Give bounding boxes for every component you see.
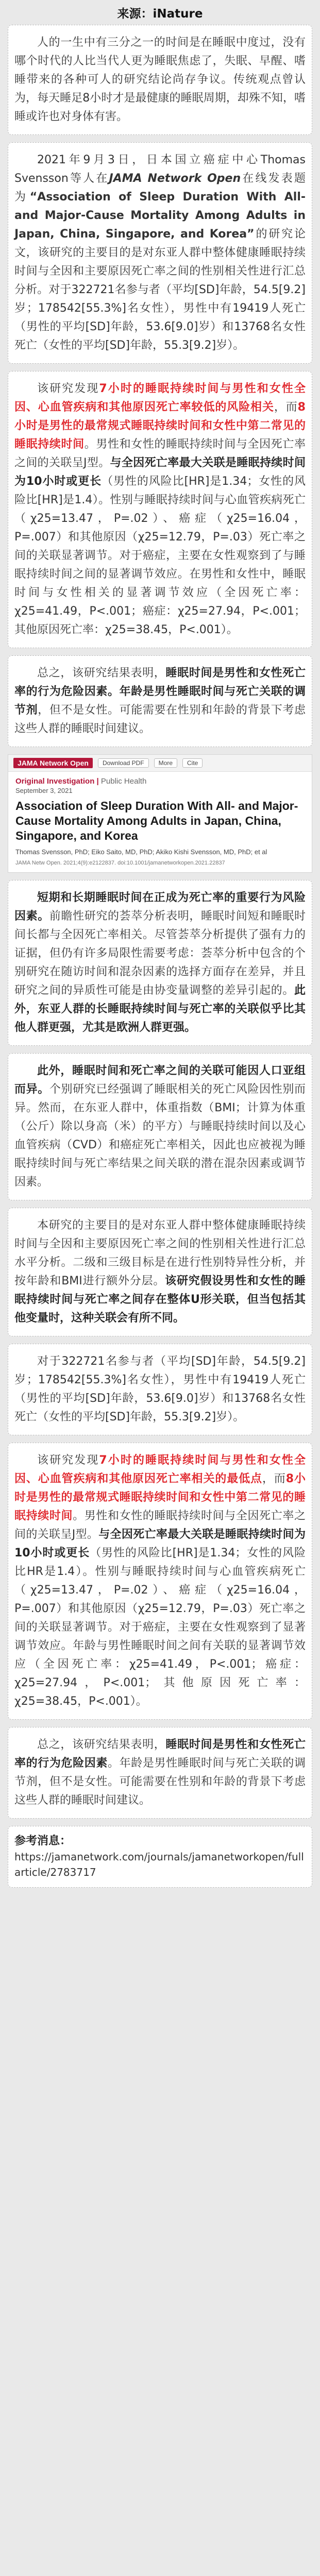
journal-screenshot: [8, 754, 312, 873]
text-segment: 的研究论文，该研究的主要目的是对东亚人群中整体健康睡眠持续时间与全因和主要原因死亡率之间的性别相关性进行汇总分析。对于322721名参与者（平均[SD]年龄，54.5[9.2]岁；178542[55.3%]名女性），男性中有19419人死亡（男性的平均[SD]年龄，53.6[9.0]岁）和13768名女性死亡（女性的平均[SD]年龄，55.3[9.2]岁）。: [14, 228, 306, 352]
highlight-bold: 与全因死亡率最大关联是睡眠持续时间为10小时或更长: [14, 456, 306, 488]
paper-title: “Association of Sleep Duration With All- and Major-Cause Mortality Among Adults in Japan, China, Singapore, and Korea”: [14, 191, 306, 241]
text-segment: 该研究发现: [37, 382, 99, 395]
conclusion-paragraph: [14, 664, 306, 738]
highlight-bold: 与全因死亡率最大关联是睡眠持续时间为10小时或更长: [14, 1528, 306, 1560]
article-date: September 3, 2021: [15, 787, 73, 794]
text-segment: 。男性和女性的睡眠持续时间与全因死亡率之间的关联呈J型。: [14, 438, 306, 469]
highlight-bold: 此外，睡眠时间和死亡率之间的关联可能因人口亚组而异。: [14, 1064, 306, 1096]
article-topic: Public Health: [100, 777, 147, 786]
references-title: 参考消息：: [14, 1835, 72, 1848]
journal-logo: JAMA Network Open: [13, 758, 93, 768]
text-segment: 2021年9月3日，日本国立癌症中心Thomas Svensson等人在: [14, 154, 306, 185]
text-segment: ，而: [274, 401, 298, 414]
reference-link[interactable]: https://jamanetwork.com/journals/jamanetworkopen/fullarticle/2783717: [14, 1851, 304, 1878]
paragraph-card-subgroups: [8, 1053, 312, 1200]
references-section: [8, 1826, 312, 1888]
text-segment: 前瞻性研究的荟萃分析表明，睡眠时间短和睡眠时间长都与全因死亡率相关。尽管荟萃分析提供了强有力的证据，但仍有许多局限性需要考虑：荟萃分析中包含的个别研究在随访时间和混杂因素的选择方面存在差异，并且研究之间的异质性可能是由协变量调整的差异引起的。: [14, 910, 306, 997]
background-paragraph: [14, 889, 306, 1037]
subgroups-paragraph: [14, 1062, 306, 1192]
paragraph-card-publication: [8, 142, 312, 364]
findings-repeat-paragraph: [14, 1451, 306, 1711]
aims-paragraph: [14, 1216, 306, 1328]
paragraph-card-background: [8, 880, 312, 1046]
paragraph-card-findings-repeat: [8, 1443, 312, 1720]
article-type: Original Investigation | Public Health: [15, 777, 147, 786]
paragraph-card-conclusion-repeat: [8, 1727, 312, 1819]
text-segment: 个别研究已经强调了睡眠相关的死亡风险因性别而异。然而，在东亚人群中，体重指数（BMI；计算为体重（公斤）除以身高（米）的平方）与睡眠持续时间以及心血管疾病（CVD）和癌症死亡率相关，因此也应被视为睡眠持续时间与死亡率结果之间关联的潜在混杂因素或调节因素。: [14, 1083, 306, 1189]
highlight-bold: 短期和长期睡眠时间在正成为死亡率的重要行为风险因素。: [14, 891, 306, 923]
highlight-red: 8小时是男性的最常规式睡眠持续时间和女性中第二常见的睡眠持续时间: [14, 1472, 306, 1522]
text-segment: 在线发表题为: [14, 172, 306, 204]
text-segment: 该研究发现: [37, 1454, 99, 1467]
text-segment: （男性的风险比[HR]是1.34；女性的风险比[HR]是1.4）。性别与睡眠持续时间与心血管疾病死亡（χ25=13.47，P=.02）、癌症（χ25=16.04，P=.007）和其他原因（χ25=12.79，P=.03）死亡率之间的关联显著调节。对于癌症，主要在女性观察到了与睡眠持续时间之间的显著调节效应。在男性和女性中，睡眠时间与女性相关的显著调节效应（全因死亡率：χ25=41.49，P<.001；癌症：χ25=27.94，P<.001；其他原因死亡率：χ25=38.45，P<.001）。: [14, 475, 306, 636]
paragraph-card-participants: [8, 1344, 312, 1435]
text-segment: 本研究的主要目的是对东亚人群中整体健康睡眠持续时间与全因和主要原因死亡率之间的性别相关性进行汇总水平分析。二级和三级目标是在进行性别特异性分析，并按年龄和BMI进行额外分层。: [14, 1219, 306, 1287]
paragraph-card-conclusion: [8, 655, 312, 747]
article-citation: JAMA Netw Open. 2021;4(9):e2122837. doi:10.1001/jamanetworkopen.2021.22837: [15, 860, 225, 866]
text-segment: ，但不是女性。可能需要在性别和年龄的背景下考虑这些人群的睡眠时间建议。: [14, 704, 306, 735]
article-type-label: Original Investigation: [15, 777, 95, 786]
highlight-bold: 睡眠时间是男性和女性死亡率的行为危险因素: [14, 1738, 306, 1770]
findings-paragraph: [14, 380, 306, 639]
article-authors: Thomas Svensson, PhD; Eiko Saito, MD, PhD; Akiko Kishi Svensson, MD, PhD; et al: [15, 848, 267, 856]
text-segment: 。男性和女性的睡眠持续时间与全因死亡率之间的关联呈J型。: [14, 1510, 306, 1541]
highlight-bold: 睡眠时间是男性和女性死亡率的行为危险因素。年龄是男性睡眠时间与死亡关联的调节剂: [14, 667, 306, 717]
text-segment: 总之，该研究结果表明，: [37, 1738, 166, 1751]
download-pdf-button[interactable]: Download PDF: [98, 758, 149, 768]
text-segment: （男性的风险比[HR]是1.34；女性的风险比HR是1.4）。性别与睡眠持续时间与心血管疾病死亡（χ25=13.47，P=.02）、癌症（χ25=16.04，P=.007）和其他原因（χ25=12.79，P=.03）死亡率之间的关联显著调节。对于癌症，主要在女性观察到了显著调节效应。年龄与男性睡眠时间之间有关联的显著调节效应（全因死亡率：χ25=41.49，P<.001；癌症：χ25=27.94，P<.001；其他原因死亡率：χ25=38.45，P<.001）。: [14, 1547, 306, 1708]
source-line: 来源：iNature: [117, 7, 203, 21]
text-segment: 。年龄是男性睡眠时间与死亡关联的调节剂，但不是女性。可能需要在性别和年龄的背景下考虑这些人群的睡眠时间建议。: [14, 1757, 306, 1807]
text-segment: ，而: [262, 1472, 286, 1485]
text-segment: 总之，该研究结果表明，: [37, 667, 166, 680]
paragraph-card-intro: [8, 25, 312, 135]
highlight-red: 8小时是男性的最常规式睡眠持续时间和女性中第二常见的睡眠持续时间: [14, 401, 306, 451]
publication-paragraph: [14, 151, 306, 355]
highlight-red: 7小时的睡眠持续时间与男性和女性全因、心血管疾病和其他原因死亡率较低的风险相关: [14, 382, 306, 414]
paragraph-card-aims: [8, 1208, 312, 1336]
journal-name: JAMA Network Open: [109, 172, 241, 185]
highlight-bold: 该研究假设男性和女性的睡眠持续时间与死亡率之间存在整体U形关联，但当包括其他变量时，这种关联会有所不同。: [14, 1275, 306, 1325]
article-title: Association of Sleep Duration With All- and Major-Cause Mortality Among Adults in Japan, China, Singapore, and Korea: [15, 799, 298, 842]
highlight-bold: 此外，东亚人群的长睡眠持续时间与死亡率的关联似乎比其他人群更强，尤其是欧洲人群更强。: [14, 984, 306, 1034]
participants-paragraph: 对于322721名参与者（平均[SD]年龄，54.5[9.2]岁；178542[55.3%]名女性），男性中有19419人死亡（男性的平均[SD]年龄，53.6[9.0]岁）和13768名女性死亡（女性的平均[SD]年龄，55.3[9.2]岁）。: [14, 1355, 306, 1423]
journal-toolbar: [8, 755, 312, 772]
paragraph-card-findings: [8, 371, 312, 648]
highlight-red: 7小时的睡眠持续时间与男性和女性全因、心血管疾病和其他原因死亡率相关的最低点: [14, 1454, 306, 1485]
journal-article-header: [8, 772, 312, 872]
cite-button[interactable]: Cite: [182, 758, 203, 768]
conclusion-repeat-paragraph: [14, 1736, 306, 1810]
intro-paragraph: 人的一生中有三分之一的时间是在睡眠中度过，没有哪个时代的人比当代人更为睡眠焦虑了，失眠、早醒、嗜睡带来的各种可人的研究结论尚存争议。传统观点曾认为，每天睡足8小时才是最健康的睡眠周期，却殊不知，嗜睡或许也对身体有害。: [14, 36, 306, 123]
more-button[interactable]: More: [154, 758, 177, 768]
